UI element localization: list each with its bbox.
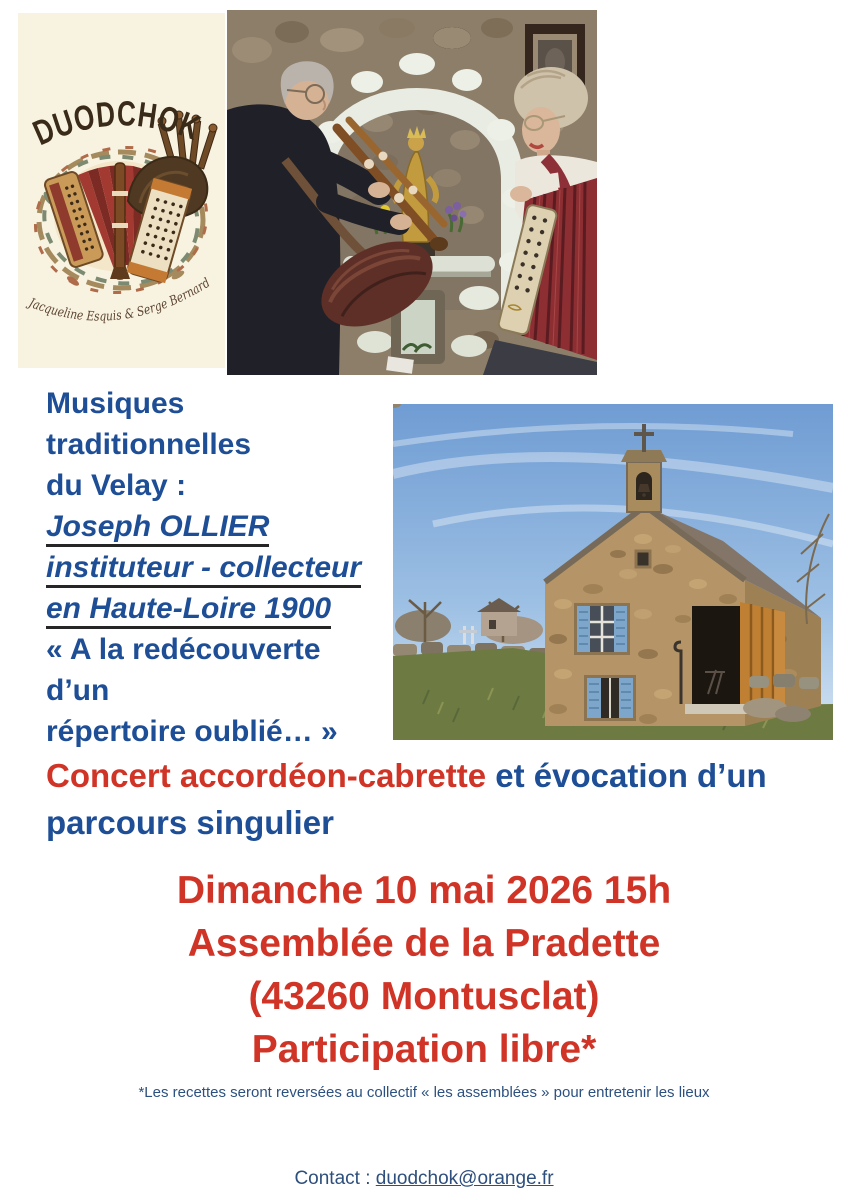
- event-date: Dimanche 10 mai 2026 15h: [176, 869, 672, 912]
- email-link[interactable]: duodchok@orange.fr: [375, 1168, 554, 1189]
- doorway: [685, 602, 785, 714]
- quote-line-2: d’un: [46, 674, 110, 707]
- collector-name-line-3: en Haute-Loire 1900: [46, 588, 396, 629]
- quote-line-1: « A la redécouverte: [46, 633, 321, 666]
- band-logo: [18, 13, 225, 368]
- event-venue: Assemblée de la Pradette: [187, 922, 661, 965]
- bell-tower: [621, 450, 667, 512]
- event-admission: Participation libre*: [251, 1028, 597, 1071]
- collector-name-line-1: Joseph OLLIER: [46, 506, 396, 547]
- concert-title-red: Concert accordéon-cabrette: [46, 757, 487, 794]
- musicians-photo: [227, 10, 597, 375]
- upper-window: [574, 603, 630, 655]
- musicians-photo-illustration: [227, 10, 597, 375]
- gable-window: [636, 551, 650, 567]
- intro-text: [46, 383, 396, 752]
- intro-line-1: Musiques: [46, 387, 185, 420]
- concert-title: [46, 752, 842, 846]
- contact-label: Contact :: [294, 1168, 371, 1189]
- quote-line-3: répertoire oublié… »: [46, 715, 338, 748]
- bell-icon: [638, 484, 650, 492]
- footnote: *Les recettes seront reversées au collectif « les assemblées » pour entretenir les lieux: [138, 1084, 710, 1101]
- chapel-photo: [393, 404, 833, 740]
- intro-line-3: du Velay :: [46, 469, 187, 502]
- contact-line: [0, 1168, 848, 1190]
- members-script-text: Jacqueline Esquis & Serge Bernard: [26, 274, 215, 325]
- chapel-photo-illustration: [393, 404, 833, 740]
- band-name-text: DUODCHOK: [27, 93, 212, 154]
- event-location: (43260 Montusclat): [248, 975, 600, 1018]
- concert-title-blue: et évocation d’un parcours singulier: [46, 757, 767, 841]
- collector-name-line-2: instituteur - collecteur: [46, 547, 396, 588]
- intro-line-2: traditionnelles: [46, 428, 252, 461]
- band-logo-illustration: [18, 13, 225, 368]
- lower-window: [584, 675, 636, 721]
- event-details: [0, 864, 848, 1076]
